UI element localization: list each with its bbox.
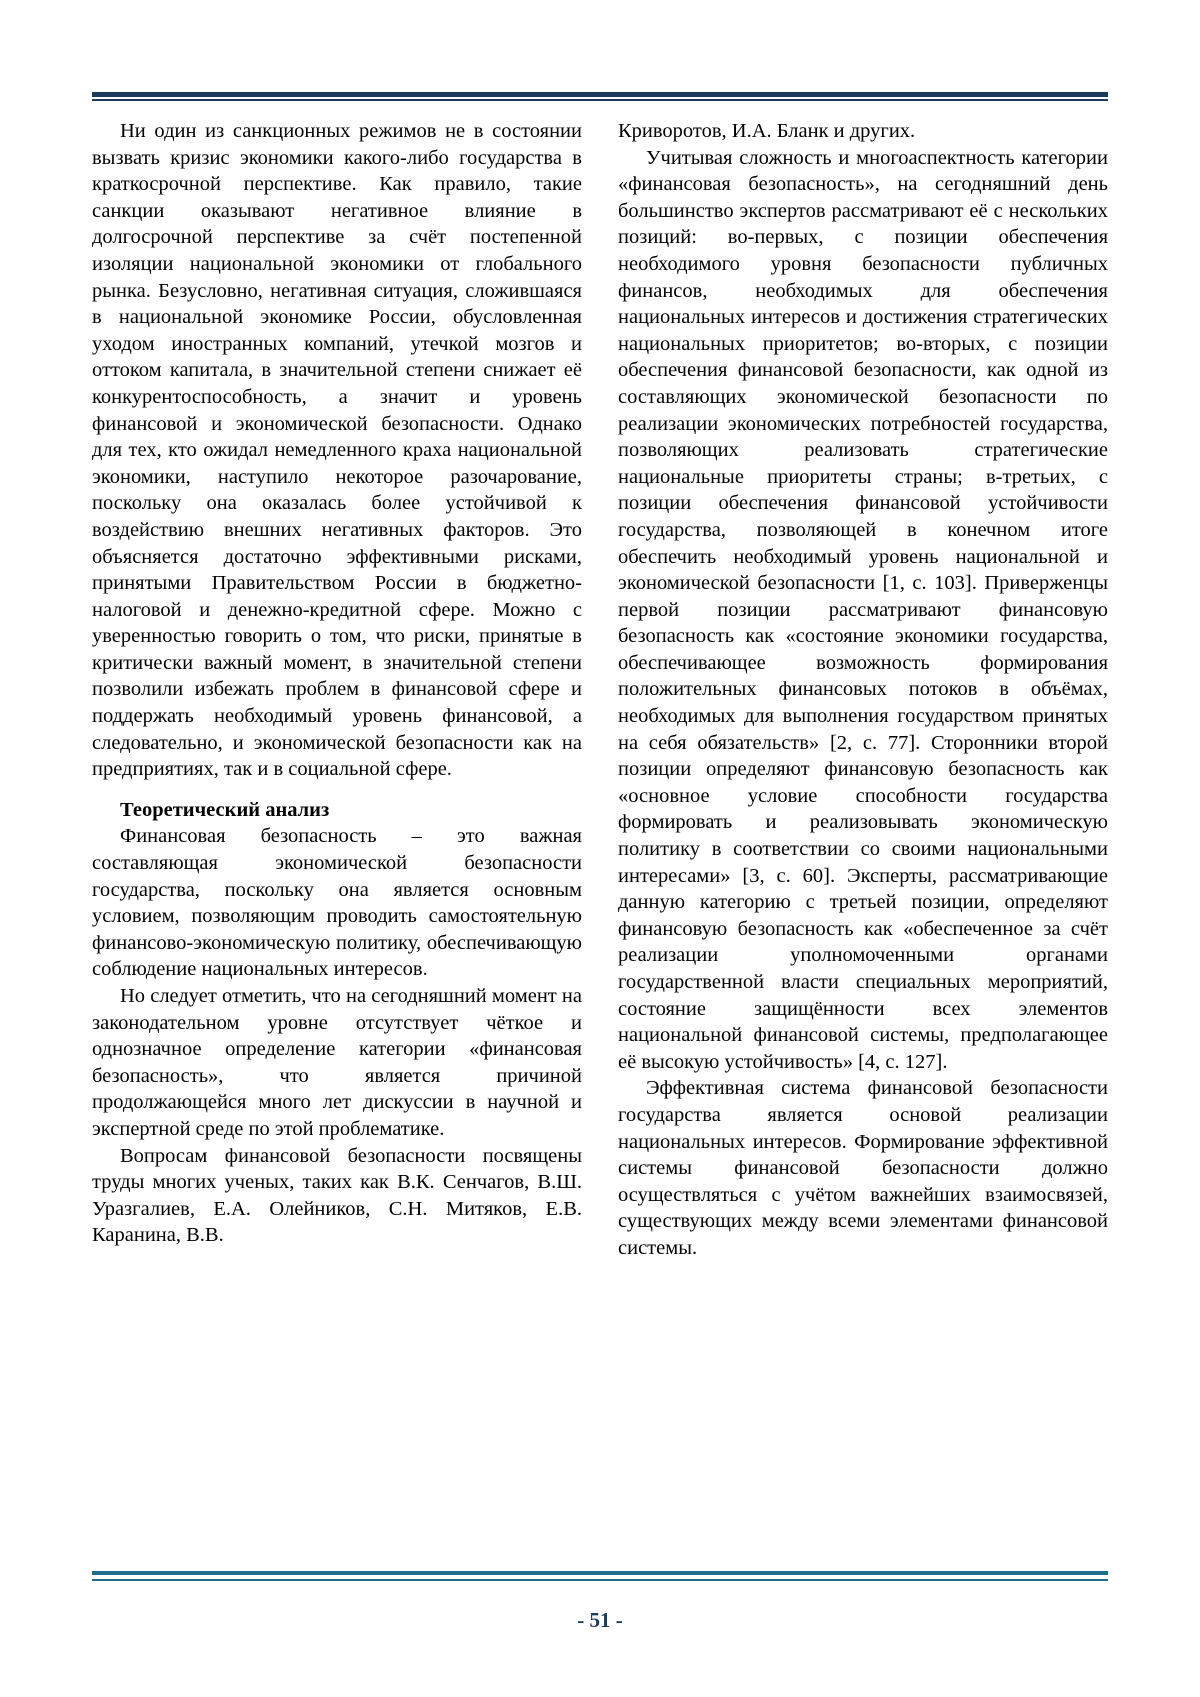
- paragraph: Но следует отметить, что на сегодняшний момент на законодательном уровне отсутствует чёткое и однозначное определение категории «финансовая безопасность», что является причиной продолжающейся много лет дискуссии в научной и экспертной среде по этой проблематике.: [92, 985, 582, 1140]
- footer-rule-thin: [92, 1579, 1108, 1581]
- page-number: - 51 -: [577, 1608, 623, 1632]
- paragraph: Ни один из санкционных режимов не в состоянии вызвать кризис экономики какого-либо государства в краткосрочной перспективе. Как правило, такие санкции оказывают негативное влияние в долгосрочной перспективе за счёт постепенной изоляции национальной экономики от глобального рынка. Безусловно, негативная ситуация, сложившаяся в национальной экономике России, обусловленная уходом иностранных компаний, утечкой мозгов и оттоком капитала, в значительной степени снижает её конкурентоспособность, а значит и уровень финансовой и экономической безопасности. Однако для тех, кто ожидал немедленного краха национальной экономики, наступило некоторое разочарование, поскольку она оказалась более устойчивой к воздействию внешних негативных факторов. Это объясняется достаточно эффективными рисками, принятыми Правительством России в бюджетно-налоговой и денежно-кредитной сфере. Можно с уверенностью говорить о том, что риски, принятые в критически важный момент, в значительной степени позволили избежать проблем в финансовой сфере и поддержать необходимый уровень финансовой, а следовательно, и экономической безопасности как на предприятиях, так и в социальной сфере.: [92, 120, 582, 781]
- footer-rule-thick: [92, 1571, 1108, 1575]
- paragraph: Финансовая безопасность – это важная составляющая экономической безопасности государства, поскольку она является основным условием, позволяющим проводить самостоятельную финансово-экономическую политику, обеспечивающую соблюдение национальных интересов.: [92, 825, 582, 981]
- left-column: [92, 118, 582, 1458]
- paragraph: Криворотов, И.А. Бланк и других.: [618, 120, 916, 142]
- right-column: [618, 118, 1108, 1458]
- paragraph: Учитывая сложность и многоаспектность категории «финансовая безопасность», на сегодняшний день большинство экспертов рассматривают её с нескольких позиций: во-первых, с позиции обеспечения необходимого уровня безопасности публичных финансов, необходимых для обеспечения национальных интересов и достижения стратегических национальных приоритетов; во-вторых, с позиции обеспечения финансовой безопасности, как одной из составляющих экономической безопасности по реализации экономических потребностей государства, позволяющих реализовать стратегические национальные приоритеты страны; в-третьих, с позиции обеспечения финансовой устойчивости государства, позволяющей в конечном итоге обеспечить необходимый уровень национальной и экономической безопасности [1, с. 103]. Приверженцы первой позиции рассматривают финансовую безопасность как «состояние экономики государства, обеспечивающее возможность формирования положительных финансовых потоков в объёмах, необходимых для выполнения государством принятых на себя обязательств» [2, с. 77]. Сторонники второй позиции определяют финансовую безопасность как «основное условие способности государства формировать и реализовывать экономическую политику в соответствии со своими национальными интересами» [3, с. 60]. Эксперты, рассматривающие данную категорию с третьей позиции, определяют финансовую безопасность как «обеспеченное за счёт реализации уполномоченными органами государственной власти специальных мероприятий, состояние защищённости всех элементов национальной финансовой системы, предполагающее её высокую устойчивость» [4, с. 127].: [618, 146, 1108, 1073]
- body-columns: [92, 118, 1108, 1458]
- header-rule-thick: [92, 92, 1108, 97]
- header-rule-thin: [92, 99, 1108, 101]
- section-subheading: Теоретический анализ: [120, 798, 330, 821]
- paragraph: Вопросам финансовой безопасности посвящены труды многих ученых, таких как В.К. Сенчагов, В.Ш. Уразгалиев, Е.А. Олейников, С.Н. Митяков, Е.В. Каранина, В.В.: [92, 1144, 582, 1247]
- paragraph: Эффективная система финансовой безопасности государства является основой реализации национальных интересов. Формирование эффективной системы финансовой безопасности должно осуществляться с учётом важнейших взаимосвязей, существующих между всеми элементами финансовой системы.: [618, 1077, 1108, 1259]
